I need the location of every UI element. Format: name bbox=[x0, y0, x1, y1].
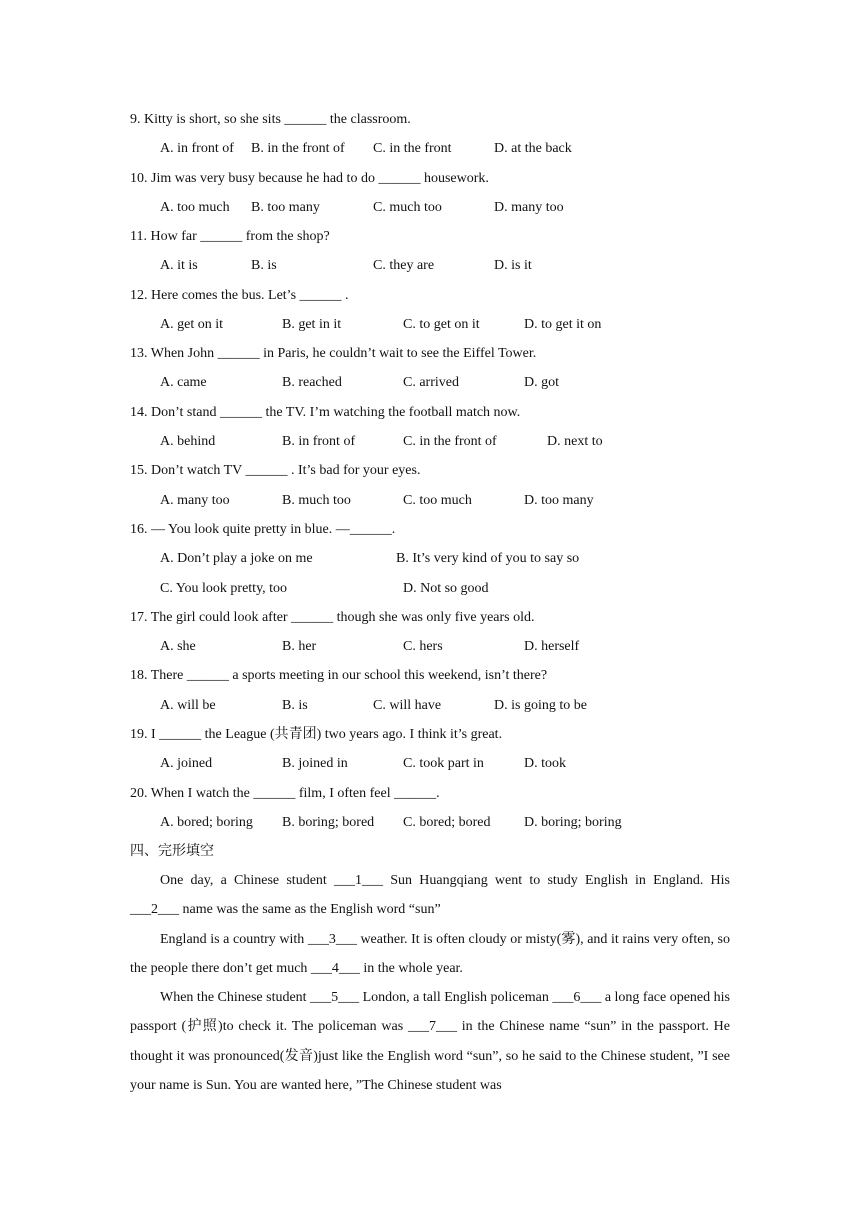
question-20-option-b: B. boring; bored bbox=[282, 815, 375, 830]
question-17-option-c: C. hers bbox=[403, 639, 443, 654]
question-14-option-a: A. behind bbox=[160, 434, 216, 449]
question-16-option-b: B. It’s very kind of you to say so bbox=[396, 551, 580, 566]
question-15-stem: 15. Don’t watch TV ______ . It’s bad for your eyes. bbox=[130, 463, 421, 478]
question-18-option-b: B. is bbox=[282, 698, 308, 713]
question-10-option-a: A. too much bbox=[160, 200, 230, 215]
question-16-option-a: A. Don’t play a joke on me bbox=[160, 551, 313, 566]
question-11-stem: 11. How far ______ from the shop? bbox=[130, 229, 330, 244]
question-14-stem: 14. Don’t stand ______ the TV. I’m watching the football match now. bbox=[130, 405, 521, 420]
question-11-option-a: A. it is bbox=[160, 258, 198, 273]
question-17-stem: 17. The girl could look after ______ though she was only five years old. bbox=[130, 610, 535, 625]
question-10-option-b: B. too many bbox=[251, 200, 320, 215]
question-18-option-a: A. will be bbox=[160, 698, 216, 713]
question-11-option-b: B. is bbox=[251, 258, 277, 273]
passage-paragraph-2: England is a country with ___3___ weather. It is often cloudy or misty(雾), and it rains very often, so the people there don’t get much ___4___ in the whole year. bbox=[130, 932, 730, 977]
question-18-option-c: C. will have bbox=[373, 698, 442, 713]
question-15-option-a: A. many too bbox=[160, 493, 230, 508]
question-14-option-d: D. next to bbox=[547, 434, 603, 449]
question-10-option-c: C. much too bbox=[373, 200, 442, 215]
question-12-option-a: A. get on it bbox=[160, 317, 223, 332]
question-15-option-d: D. too many bbox=[524, 493, 594, 508]
question-18-stem: 18. There ______ a sports meeting in our school this weekend, isn’t there? bbox=[130, 668, 548, 683]
question-17-option-a: A. she bbox=[160, 639, 196, 654]
question-19-stem: 19. I ______ the League (共青团) two years ago. I think it’s great. bbox=[130, 727, 503, 742]
question-20-option-a: A. bored; boring bbox=[160, 815, 253, 830]
question-15-option-b: B. much too bbox=[282, 493, 351, 508]
question-17-option-d: D. herself bbox=[524, 639, 580, 654]
question-14-option-b: B. in front of bbox=[282, 434, 356, 449]
question-20-option-c: C. bored; bored bbox=[403, 815, 491, 830]
question-20-stem: 20. When I watch the ______ film, I often feel ______. bbox=[130, 786, 440, 801]
question-19-option-a: A. joined bbox=[160, 756, 213, 771]
question-13-option-a: A. came bbox=[160, 375, 207, 390]
question-12-option-d: D. to get it on bbox=[524, 317, 602, 332]
question-11-option-d: D. is it bbox=[494, 258, 532, 273]
question-16-stem: 16. — You look quite pretty in blue. —______. bbox=[130, 522, 396, 537]
question-12-stem: 12. Here comes the bus. Let’s ______ . bbox=[130, 288, 349, 303]
question-14-option-c: C. in the front of bbox=[403, 434, 497, 449]
passage-paragraph-3: When the Chinese student ___5___ London, a tall English policeman ___6___ a long face opened his passport (护照)to check it. The policeman was ___7___ in the Chinese name “sun” in the passport. He thought it was pronounced(发音)just like the English word “sun”, so he said to the Chinese student, ”I see your name is Sun. You are wanted here, ”The Chinese student was bbox=[130, 990, 730, 1093]
question-13-option-c: C. arrived bbox=[403, 375, 459, 390]
question-16-option-c: C. You look pretty, too bbox=[160, 581, 288, 596]
question-13-stem: 13. When John ______ in Paris, he couldn’t wait to see the Eiffel Tower. bbox=[130, 346, 537, 361]
question-9-option-c: C. in the front bbox=[373, 141, 452, 156]
question-17-option-b: B. her bbox=[282, 639, 317, 654]
question-9-stem: 9. Kitty is short, so she sits ______ the classroom. bbox=[130, 112, 411, 127]
section-title: 四、完形填空 bbox=[130, 844, 214, 859]
question-9-option-b: B. in the front of bbox=[251, 141, 345, 156]
question-10-stem: 10. Jim was very busy because he had to do ______ housework. bbox=[130, 171, 489, 186]
question-13-option-d: D. got bbox=[524, 375, 559, 390]
question-19-option-d: D. took bbox=[524, 756, 566, 771]
question-19-option-c: C. took part in bbox=[403, 756, 484, 771]
question-18-option-d: D. is going to be bbox=[494, 698, 587, 713]
passage-paragraph-1: One day, a Chinese student ___1___ Sun Huangqiang went to study English in England. His ___2___ name was the same as the English word “sun” bbox=[130, 873, 730, 918]
question-12-option-b: B. get in it bbox=[282, 317, 342, 332]
question-9-option-d: D. at the back bbox=[494, 141, 572, 156]
question-12-option-c: C. to get on it bbox=[403, 317, 480, 332]
question-19-option-b: B. joined in bbox=[282, 756, 348, 771]
question-15-option-c: C. too much bbox=[403, 493, 472, 508]
question-9-option-a: A. in front of bbox=[160, 141, 234, 156]
question-10-option-d: D. many too bbox=[494, 200, 564, 215]
question-16-option-d: D. Not so good bbox=[403, 581, 489, 596]
question-11-option-c: C. they are bbox=[373, 258, 435, 273]
question-13-option-b: B. reached bbox=[282, 375, 342, 390]
question-20-option-d: D. boring; boring bbox=[524, 815, 622, 830]
